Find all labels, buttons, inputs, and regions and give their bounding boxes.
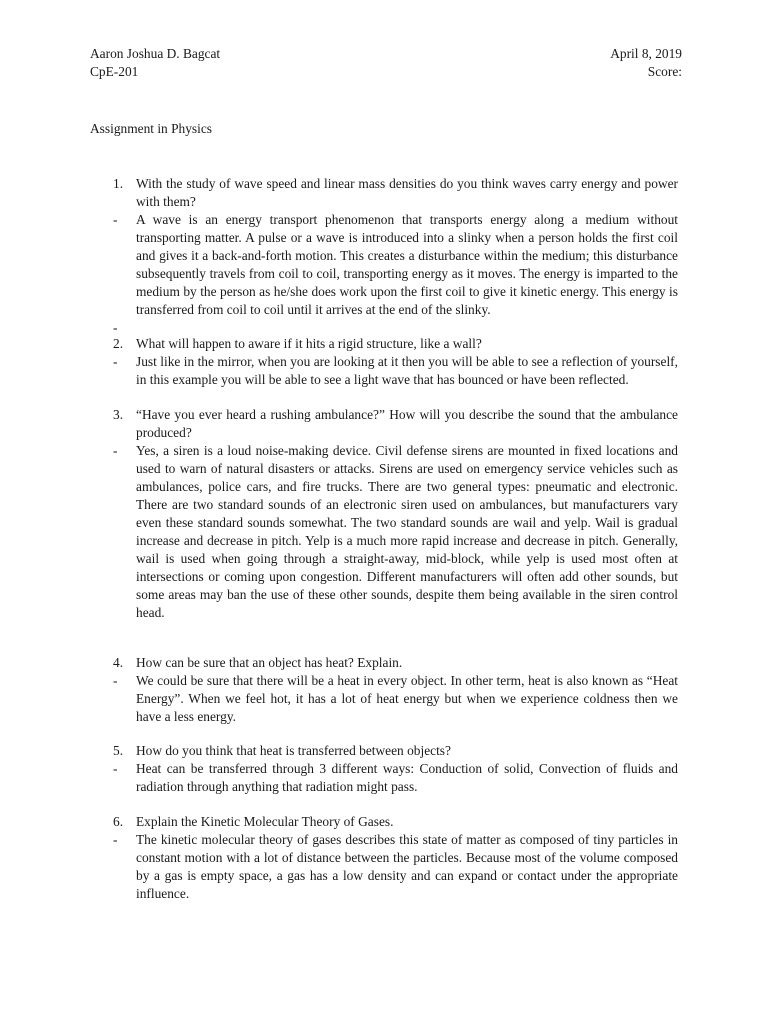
question-text: “Have you ever heard a rushing ambulance?” How will you describe the sound that the ambulance produced?	[136, 407, 678, 440]
question-number: 4.	[113, 655, 124, 670]
answer-row	[113, 353, 678, 389]
header-right	[610, 45, 682, 81]
document-title: Assignment in Physics	[90, 121, 213, 136]
answer-text: Just like in the mirror, when you are looking at it then you will be able to see a reflection of yourself, in this example you will be able to see a light wave that has bounced or have been reflected.	[136, 354, 678, 387]
answer-row	[113, 211, 678, 319]
answer-marker: -	[113, 354, 118, 369]
question-text: How do you think that heat is transferred between objects?	[136, 743, 451, 758]
student-name: Aaron Joshua D. Bagcat	[90, 46, 221, 61]
question-item-6	[113, 813, 678, 903]
question-row	[113, 813, 678, 831]
question-row	[113, 654, 678, 672]
question-text: What will happen to aware if it hits a rigid structure, like a wall?	[136, 336, 482, 351]
question-item-3	[113, 406, 678, 622]
answer-text: Heat can be transferred through 3 different ways: Conduction of solid, Convection of fluids and radiation through anything that radiation might pass.	[136, 761, 678, 794]
question-item-5	[113, 742, 678, 796]
answer-marker: -	[113, 832, 118, 847]
header-left	[90, 45, 220, 81]
answer-marker: -	[113, 443, 118, 458]
score-label: Score:	[647, 64, 682, 79]
question-number: 1.	[113, 176, 124, 191]
course-code: CpE-201	[90, 64, 139, 79]
bullet-marker: -	[113, 320, 118, 335]
question-row	[113, 406, 678, 442]
question-row	[113, 175, 678, 211]
question-text: With the study of wave speed and linear mass densities do you think waves carry energy and power with them?	[136, 176, 678, 209]
question-text: How can be sure that an object has heat? Explain.	[136, 655, 403, 670]
question-row	[113, 335, 678, 353]
question-item-4	[113, 654, 678, 726]
date: April 8, 2019	[610, 46, 682, 61]
answer-marker: -	[113, 673, 118, 688]
answer-text: Yes, a siren is a loud noise-making device. Civil defense sirens are mounted in fixed locations and used to warn of natural disasters or attacks. Sirens are used on emergency service vehicles such as ambulances, police cars, and fire trucks. There are two general types: pneumatic and electronic. There are two standard sounds of an electronic siren used on ambulances, but manufacturers vary even these standard sounds somewhat. The two standard sounds are wail and yelp. Wail is gradual increase and decrease in pitch. Yelp is a much more rapid increase and decrease in pitch. Generally, wail is used when going through a straight-away, mid-block, while yelp is used most often at intersections or coming upon congestion. Different manufacturers will often add other sounds, but some areas may ban the use of these other sounds, despite them being available in the siren control head.	[136, 443, 678, 620]
answer-row	[113, 831, 678, 903]
answer-marker: -	[113, 761, 118, 776]
question-number: 2.	[113, 336, 124, 351]
question-number: 6.	[113, 814, 124, 829]
question-item-2	[113, 335, 678, 389]
question-text: Explain the Kinetic Molecular Theory of Gases.	[136, 814, 394, 829]
answer-row	[113, 672, 678, 726]
answer-text: A wave is an energy transport phenomenon that transports energy along a medium without transporting matter. A pulse or a wave is introduced into a slinky when a person holds the first coil and gives it a back-and-forth motion. This creates a disturbance within the medium; this disturbance subsequently travels from coil to coil, transporting energy as it moves. The energy is imparted to the medium by the person as he/she does work upon the first coil to give it kinetic energy. This energy is transferred from coil to coil until it arrives at the end of the slinky.	[136, 212, 678, 317]
question-item-1	[113, 175, 678, 337]
question-row	[113, 742, 678, 760]
answer-row	[113, 442, 678, 622]
answer-text: We could be sure that there will be a heat in every object. In other term, heat is also known as “Heat Energy”. When we feel hot, it has a lot of heat energy but when we experience coldness then we have a less energy.	[136, 673, 678, 724]
answer-row	[113, 760, 678, 796]
question-number: 5.	[113, 743, 124, 758]
question-number: 3.	[113, 407, 124, 422]
answer-marker: -	[113, 212, 118, 227]
answer-text: The kinetic molecular theory of gases describes this state of matter as composed of tiny particles in constant motion with a lot of distance between the particles. Because most of the volume composed by a gas is empty space, a gas has a low density and can expand or contact under the appropriate influence.	[136, 832, 678, 901]
